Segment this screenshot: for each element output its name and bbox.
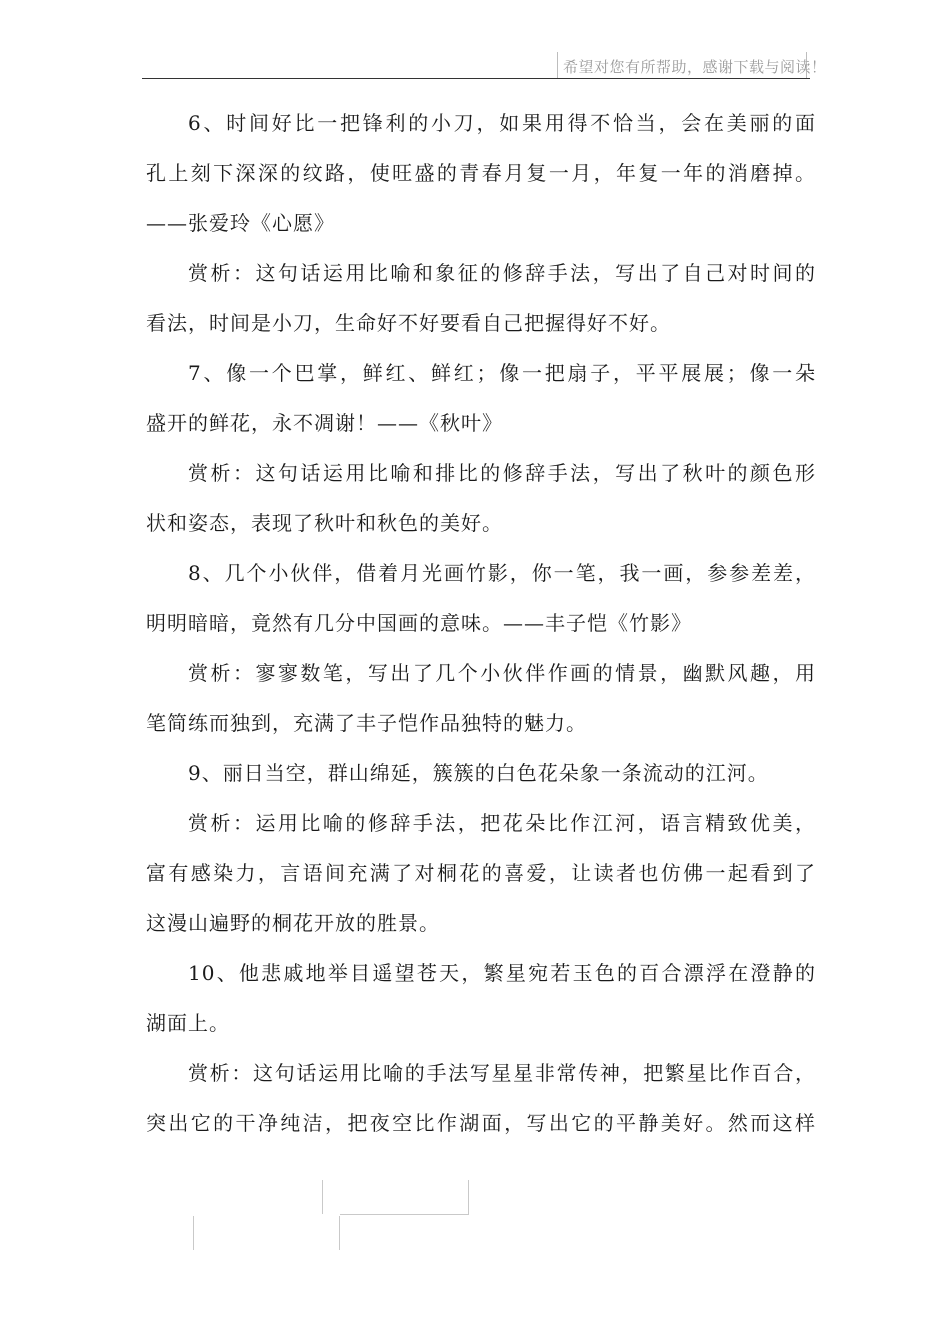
frame-fragment (468, 1180, 469, 1214)
text-line: 富有感染力，言语间充满了对桐花的喜爱，让读者也仿佛一起看到了 (146, 861, 816, 885)
text-line: 突出它的干净纯洁，把夜空比作湖面，写出它的平静美好。然而这样 (146, 1111, 816, 1135)
text-line: 10、他悲戚地举目遥望苍天，繁星宛若玉色的百合漂浮在澄静的 (188, 961, 816, 985)
text-line: 笔简练而独到，充满了丰子恺作品独特的魅力。 (146, 711, 587, 735)
text-line: 8、几个小伙伴，借着月光画竹影，你一笔，我一画，参参差差， (188, 561, 816, 585)
text-line: 看法，时间是小刀，生命好不好要看自己把握得好不好。 (146, 311, 671, 335)
frame-fragment (322, 1180, 323, 1214)
header-text: 希望对您有所帮助，感谢下载与阅读！ (563, 58, 827, 76)
text-line: 7、像一个巴掌，鲜红、鲜红；像一把扇子，平平展展；像一朵 (188, 361, 816, 385)
text-line: 明明暗暗，竟然有几分中国画的意味。——丰子恺《竹影》 (146, 611, 692, 635)
text-line: 湖面上。 (146, 1011, 230, 1035)
frame-fragment (339, 1216, 340, 1250)
text-line: 9、丽日当空，群山绵延，簇簇的白色花朵象一条流动的江河。 (188, 761, 769, 785)
text-line: 赏析：寥寥数笔，写出了几个小伙伴作画的情景，幽默风趣，用 (188, 661, 816, 685)
body-text (146, 98, 816, 1148)
header-divider (142, 78, 810, 79)
text-line: 赏析：这句话运用比喻的手法写星星非常传神，把繁星比作百合， (188, 1061, 816, 1085)
text-line: 赏析：这句话运用比喻和排比的修辞手法，写出了秋叶的颜色形 (188, 461, 816, 485)
text-line: 孔上刻下深深的纹路，使旺盛的青春月复一月，年复一年的消磨掉。 (146, 161, 816, 185)
frame-fragment (193, 1216, 194, 1250)
text-line: 赏析：运用比喻的修辞手法，把花朵比作江河，语言精致优美， (188, 811, 816, 835)
text-line: 盛开的鲜花，永不凋谢！——《秋叶》 (146, 411, 503, 435)
text-line: 6、时间好比一把锋利的小刀，如果用得不恰当，会在美丽的面 (188, 111, 816, 135)
text-line: 这漫山遍野的桐花开放的胜景。 (146, 911, 440, 935)
text-line: ——张爱玲《心愿》 (146, 211, 335, 235)
text-line: 状和姿态，表现了秋叶和秋色的美好。 (146, 511, 503, 535)
frame-fragment (340, 1214, 469, 1215)
text-line: 赏析：这句话运用比喻和象征的修辞手法，写出了自己对时间的 (188, 261, 816, 285)
